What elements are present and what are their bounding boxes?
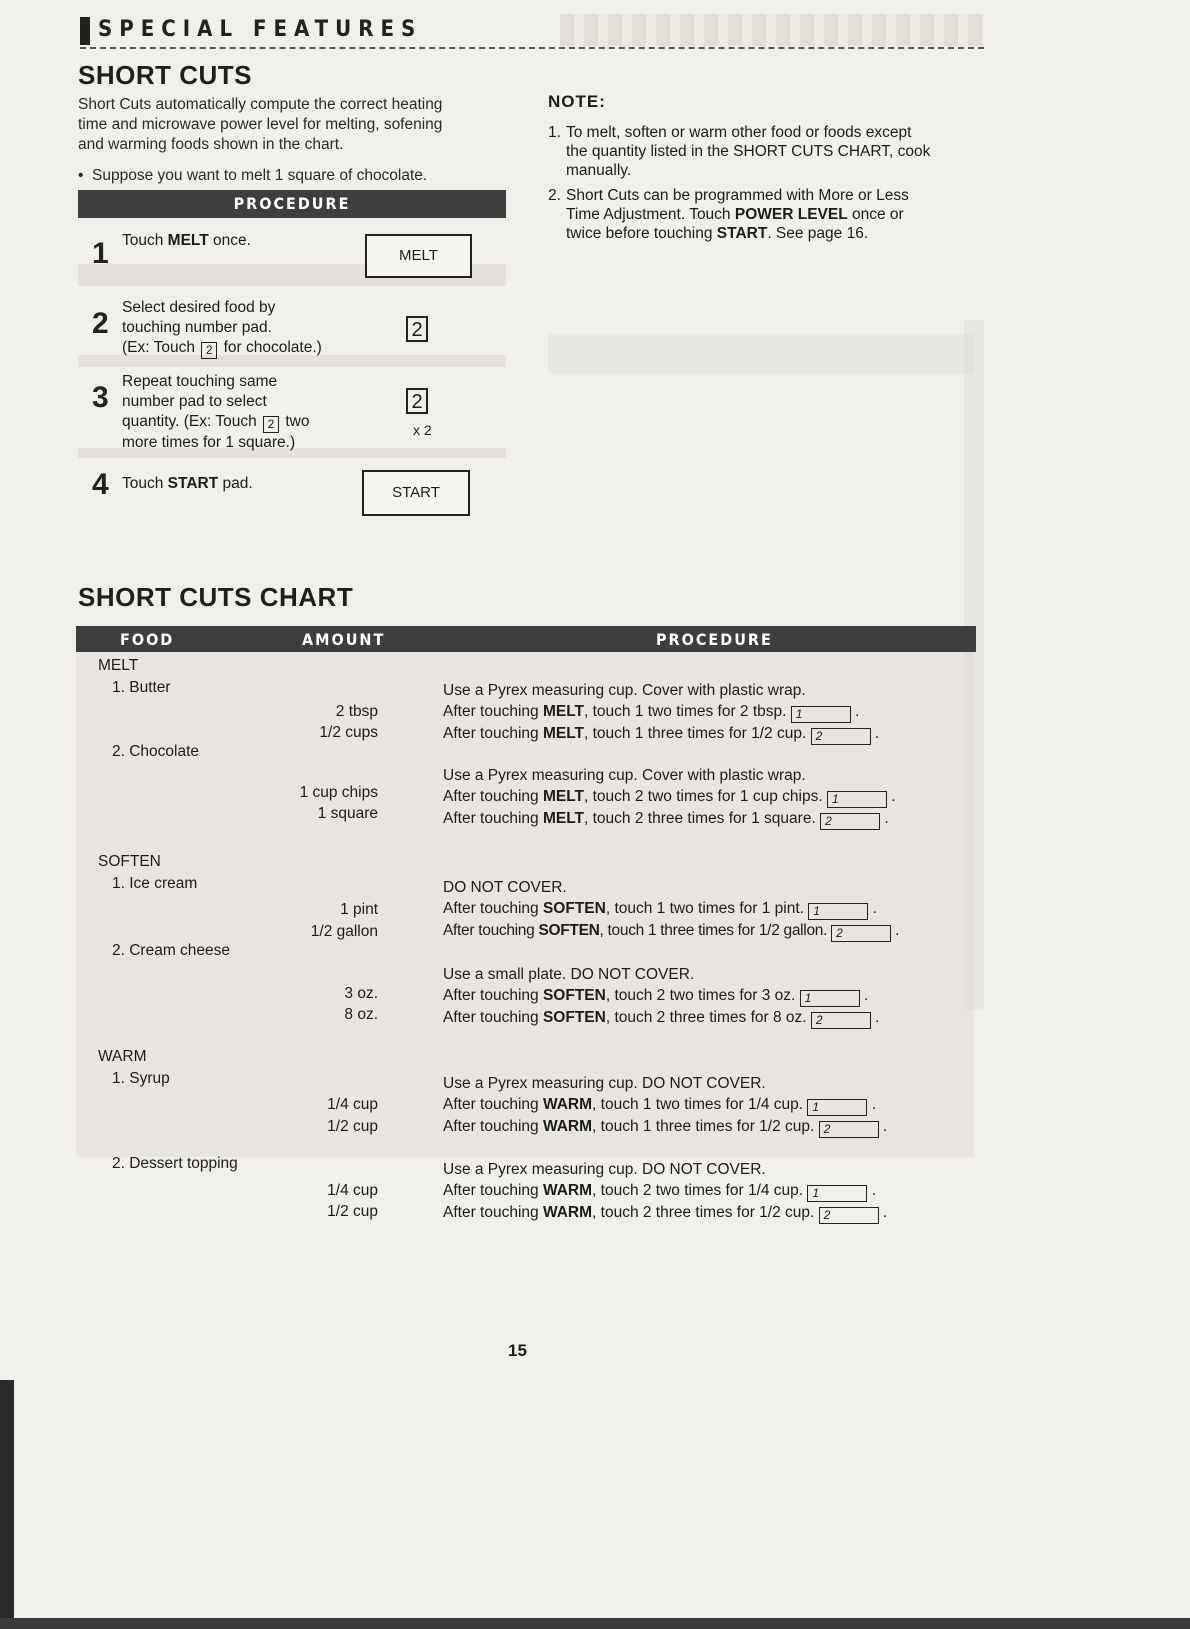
procedure-cell xyxy=(443,1159,887,1224)
display-readout: 2 xyxy=(819,1207,879,1224)
display-readout: 2 xyxy=(811,728,871,745)
bleed-through-panel xyxy=(548,334,974,374)
note-item-2 xyxy=(548,186,988,243)
note-text xyxy=(566,123,930,180)
display-readout: 2 xyxy=(831,925,891,942)
intro-line: and warming foods shown in the chart. xyxy=(78,136,344,153)
food-item: 1. Syrup xyxy=(112,1070,170,1087)
header-rule xyxy=(80,47,984,49)
food-item: 1. Ice cream xyxy=(112,875,198,892)
amount-cell: 1 square xyxy=(317,805,378,822)
step-text: Touch START pad. xyxy=(122,475,253,492)
note-text xyxy=(566,186,909,243)
display-readout: 1 xyxy=(808,903,868,920)
step-line: Select desired food by xyxy=(122,299,276,316)
procedure-line: After touching WARM, touch 2 two times for 1/4 cup. 1 . xyxy=(443,1182,877,1200)
step-line: touching number pad. xyxy=(122,319,272,336)
repeat-count: x 2 xyxy=(413,422,432,438)
procedure-line: After touching SOFTEN, touch 1 two times for 1 pint. 1 . xyxy=(443,900,877,918)
page-number: 15 xyxy=(508,1341,527,1360)
food-item: 1. Butter xyxy=(112,679,171,696)
note-line: Time Adjustment. Touch POWER LEVEL once or xyxy=(566,206,904,223)
step-line: more times for 1 square.) xyxy=(122,434,296,451)
procedure-line: After touching MELT, touch 2 three times for 1 square. 2 . xyxy=(443,810,889,828)
intro-line: Short Cuts automatically compute the correct heating xyxy=(78,96,443,113)
food-column-header: FOOD xyxy=(120,630,175,649)
procedure-header: PROCEDURE xyxy=(78,190,506,218)
note-title: NOTE: xyxy=(548,92,606,111)
display-readout: 2 xyxy=(820,813,880,830)
example-bullet xyxy=(78,166,427,186)
amount-cell: 2 tbsp xyxy=(335,703,378,720)
step-number: 4 xyxy=(92,468,109,501)
intro-line: time and microwave power level for melting, sofening xyxy=(78,116,443,133)
food-group-soften: SOFTEN xyxy=(98,853,161,870)
number-pad-2[interactable]: 2 xyxy=(406,388,428,414)
scan-edge-bottom xyxy=(0,1618,1190,1629)
amount-column-header: AMOUNT xyxy=(302,630,386,649)
amount-cell: 1 cup chips xyxy=(299,784,378,801)
short-cuts-intro xyxy=(78,95,508,155)
procedure-line: After touching SOFTEN, touch 1 three times for 1/2 gallon. 2 . xyxy=(443,922,900,940)
display-readout: 1 xyxy=(800,990,860,1007)
amount-cell: 1/2 cup xyxy=(327,1203,378,1220)
procedure-line: Use a Pyrex measuring cup. DO NOT COVER. xyxy=(443,1161,766,1178)
step-text xyxy=(122,298,322,359)
step-line: quantity. (Ex: Touch 2 two xyxy=(122,413,310,431)
header-marker xyxy=(80,17,90,45)
bullet-icon: • xyxy=(78,167,93,184)
number-pad-2[interactable]: 2 xyxy=(406,316,428,342)
scan-edge-left xyxy=(0,1380,14,1629)
food-group-melt: MELT xyxy=(98,657,139,674)
note-num: 1. xyxy=(548,124,561,141)
procedure-line: Use a small plate. DO NOT COVER. xyxy=(443,966,695,983)
procedure-cell xyxy=(443,1073,887,1138)
procedure-column-header: PROCEDURE xyxy=(656,630,773,649)
step-number: 3 xyxy=(92,381,109,414)
procedure-cell xyxy=(443,680,879,745)
procedure-line: After touching SOFTEN, touch 2 three times for 8 oz. 2 . xyxy=(443,1009,880,1027)
start-button[interactable]: START xyxy=(362,470,470,516)
short-cuts-title: SHORT CUTS xyxy=(78,60,252,90)
step-text: Touch MELT once. xyxy=(122,232,251,249)
display-readout: 1 xyxy=(827,791,887,808)
step-text xyxy=(122,372,309,453)
display-readout: 1 xyxy=(807,1185,867,1202)
note-item-1 xyxy=(548,123,988,180)
bleed-through-header xyxy=(560,14,984,46)
procedure-line: After touching MELT, touch 2 two times for 1 cup chips. 1 . xyxy=(443,788,896,806)
amount-cell: 1/2 gallon xyxy=(310,923,378,940)
procedure-line: Use a Pyrex measuring cup. DO NOT COVER. xyxy=(443,1075,766,1092)
step-number: 1 xyxy=(92,237,109,270)
procedure-line: After touching MELT, touch 1 three times for 1/2 cup. 2 . xyxy=(443,725,880,743)
amount-cell: 1/2 cups xyxy=(319,724,378,741)
food-item: 2. Chocolate xyxy=(112,743,200,760)
note-line: manually. xyxy=(566,162,632,179)
number-key-icon: 2 xyxy=(263,416,279,433)
food-group-warm: WARM xyxy=(98,1048,147,1065)
note-num: 2. xyxy=(548,187,561,204)
step-line: Repeat touching same xyxy=(122,373,278,390)
step-line: number pad to select xyxy=(122,393,267,410)
bullet-text: Suppose you want to melt 1 square of chocolate. xyxy=(92,167,428,184)
procedure-line: After touching WARM, touch 1 two times for 1/4 cup. 1 . xyxy=(443,1096,877,1114)
display-readout: 1 xyxy=(807,1099,867,1116)
procedure-line: After touching SOFTEN, touch 2 two times for 3 oz. 1 . xyxy=(443,987,869,1005)
procedure-line: After touching MELT, touch 1 two times for 2 tbsp. 1 . xyxy=(443,703,860,721)
procedure-cell xyxy=(443,765,896,830)
display-readout: 2 xyxy=(819,1121,879,1138)
procedure-line: Use a Pyrex measuring cup. Cover with plastic wrap. xyxy=(443,682,806,699)
procedure-line: After touching WARM, touch 1 three times for 1/2 cup. 2 . xyxy=(443,1118,888,1136)
display-readout: 2 xyxy=(811,1012,871,1029)
procedure-line: After touching WARM, touch 2 three times for 1/2 cup. 2 . xyxy=(443,1204,888,1222)
note-line: the quantity listed in the SHORT CUTS CHART, cook xyxy=(566,143,931,160)
amount-cell: 3 oz. xyxy=(344,985,378,1002)
melt-button[interactable]: MELT xyxy=(365,234,472,278)
procedure-line: Use a Pyrex measuring cup. Cover with plastic wrap. xyxy=(443,767,806,784)
food-item: 2. Cream cheese xyxy=(112,942,231,959)
amount-cell: 1/4 cup xyxy=(327,1182,378,1199)
note-line: Short Cuts can be programmed with More or Less xyxy=(566,187,909,204)
note-line: twice before touching START. See page 16. xyxy=(566,225,869,242)
amount-cell: 8 oz. xyxy=(344,1006,378,1023)
display-readout: 1 xyxy=(791,706,851,723)
chart-header-bar xyxy=(76,626,976,652)
note-line: To melt, soften or warm other food or foods except xyxy=(566,124,912,141)
procedure-line: DO NOT COVER. xyxy=(443,879,567,896)
procedure-cell xyxy=(443,964,880,1029)
step-line: (Ex: Touch 2 for chocolate.) xyxy=(122,339,322,357)
amount-cell: 1/2 cup xyxy=(327,1118,378,1135)
step-number: 2 xyxy=(92,307,109,340)
amount-cell: 1 pint xyxy=(340,901,378,918)
section-header: SPECIAL FEATURES xyxy=(98,17,423,42)
number-key-icon: 2 xyxy=(201,342,217,359)
procedure-cell xyxy=(443,877,899,942)
food-item: 2. Dessert topping xyxy=(112,1155,238,1172)
chart-title: SHORT CUTS CHART xyxy=(78,582,354,612)
amount-cell: 1/4 cup xyxy=(327,1096,378,1113)
